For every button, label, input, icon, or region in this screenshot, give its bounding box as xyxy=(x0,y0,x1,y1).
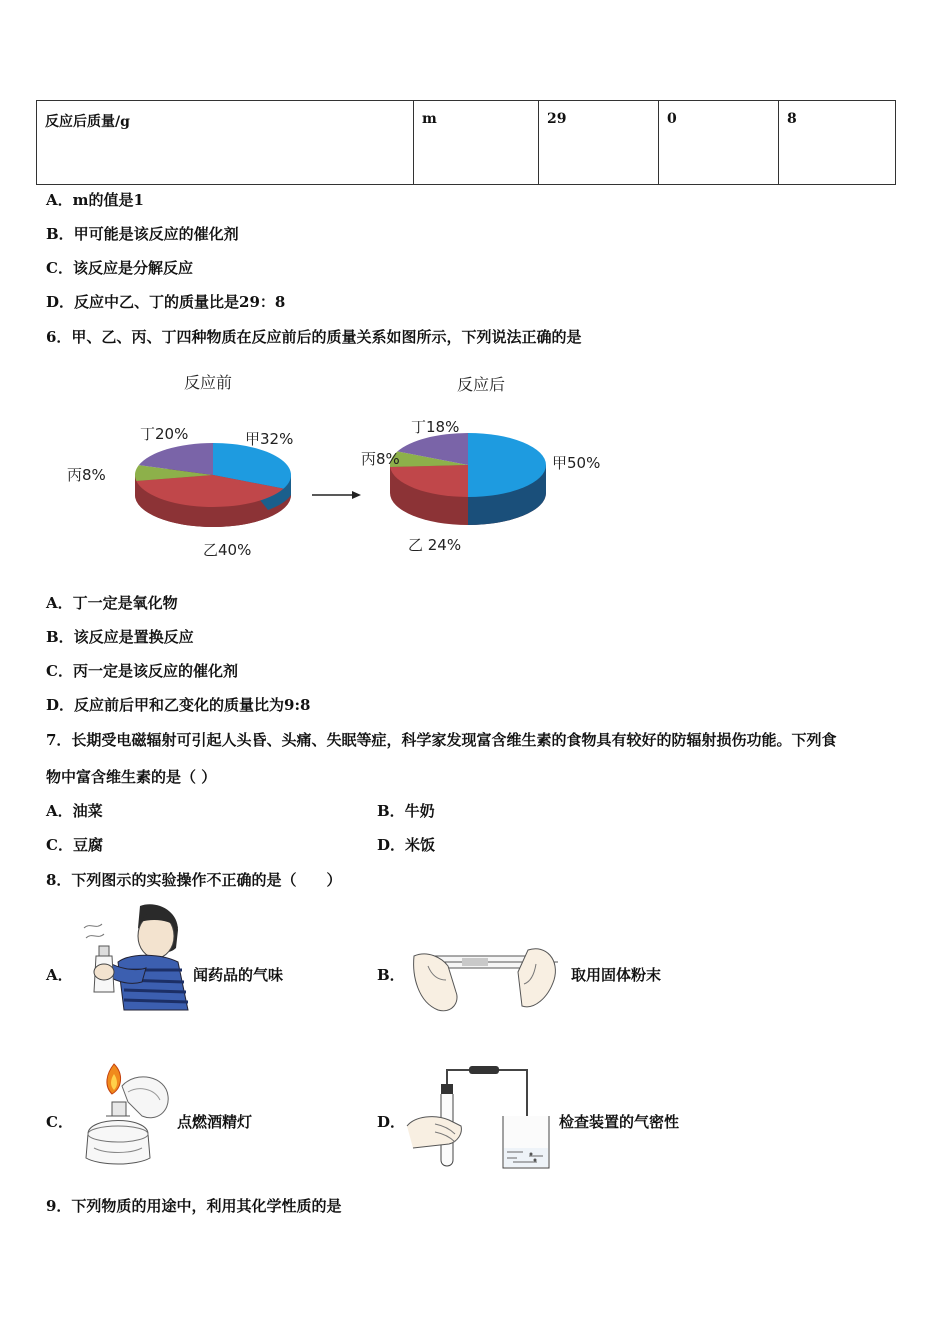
pie-label-bing: 丙8% xyxy=(67,466,106,484)
q7-option-b: B．牛奶 xyxy=(377,802,435,820)
pie-label-jia: 甲50% xyxy=(552,454,601,472)
table-cell: 0 xyxy=(659,101,779,185)
pie-chart-before xyxy=(67,373,293,559)
q6-option-a: A．丁一定是氧化物 xyxy=(46,594,178,612)
smelling-illustration xyxy=(78,898,190,1012)
q8-option-a-caption: 闻药品的气味 xyxy=(193,966,284,984)
mass-table xyxy=(36,100,896,185)
powder-illustration xyxy=(408,936,563,1016)
table-cell: m xyxy=(414,101,539,185)
airtightness-illustration xyxy=(405,1064,555,1174)
pie-label-ding: 丁20% xyxy=(140,425,189,443)
q5-option-d: D．反应中乙、丁的质量比是29：8 xyxy=(46,293,286,311)
q7-stem-line1: 7．长期受电磁辐射可引起人头昏、头痛、失眠等症，科学家发现富含维生素的食物具有较好的防辐射损伤功能。下列食 xyxy=(46,731,837,749)
q9-stem: 9．下列物质的用途中，利用其化学性质的是 xyxy=(46,1197,342,1215)
arrow-head xyxy=(352,491,361,499)
alcohol-lamp-illustration xyxy=(76,1062,174,1168)
q5-option-a: A．m的值是1 xyxy=(46,191,144,209)
q8-option-c-caption: 点燃酒精灯 xyxy=(177,1113,253,1131)
q6-option-d: D．反应前后甲和乙变化的质量比为9:8 xyxy=(46,696,311,714)
pie-chart-after xyxy=(361,375,600,554)
chart-title-after: 反应后 xyxy=(456,375,506,394)
table-cell: 8 xyxy=(779,101,896,185)
q8-option-c-letter: C． xyxy=(46,1113,73,1131)
pie-label-ding: 丁18% xyxy=(411,418,460,436)
q8-option-a-letter: A． xyxy=(46,966,73,984)
table-cell: 29 xyxy=(539,101,659,185)
q8-option-b-caption: 取用固体粉末 xyxy=(571,966,662,984)
q8-option-b-letter: B． xyxy=(377,966,405,984)
table-row xyxy=(37,101,896,185)
q7-option-a: A．油菜 xyxy=(46,802,103,820)
q7-option-d: D．米饭 xyxy=(377,836,436,854)
q6-stem: 6．甲、乙、丙、丁四种物质在反应前后的质量关系如图所示，下列说法正确的是 xyxy=(46,328,582,346)
pie-label-yi: 乙40% xyxy=(203,541,252,559)
pie-label-yi: 乙 24% xyxy=(408,536,462,554)
pie-charts xyxy=(0,360,950,580)
table-row-label: 反应后质量/g xyxy=(37,101,414,185)
q6-option-c: C．丙一定是该反应的催化剂 xyxy=(46,662,238,680)
pie-label-bing: 丙8% xyxy=(361,450,400,468)
q6-option-b: B．该反应是置换反应 xyxy=(46,628,194,646)
q8-stem: 8．下列图示的实验操作不正确的是（ ） xyxy=(46,871,342,889)
pie-label-jia: 甲32% xyxy=(245,430,294,448)
q5-option-c: C．该反应是分解反应 xyxy=(46,259,193,277)
q8-option-d-letter: D． xyxy=(377,1113,406,1131)
q8-option-d-caption: 检查装置的气密性 xyxy=(559,1113,680,1131)
q7-option-c: C．豆腐 xyxy=(46,836,103,854)
chart-title-before: 反应前 xyxy=(183,373,233,392)
q5-option-b: B．甲可能是该反应的催化剂 xyxy=(46,225,239,243)
q7-stem-line2: 物中富含维生素的是（ ） xyxy=(46,768,217,786)
